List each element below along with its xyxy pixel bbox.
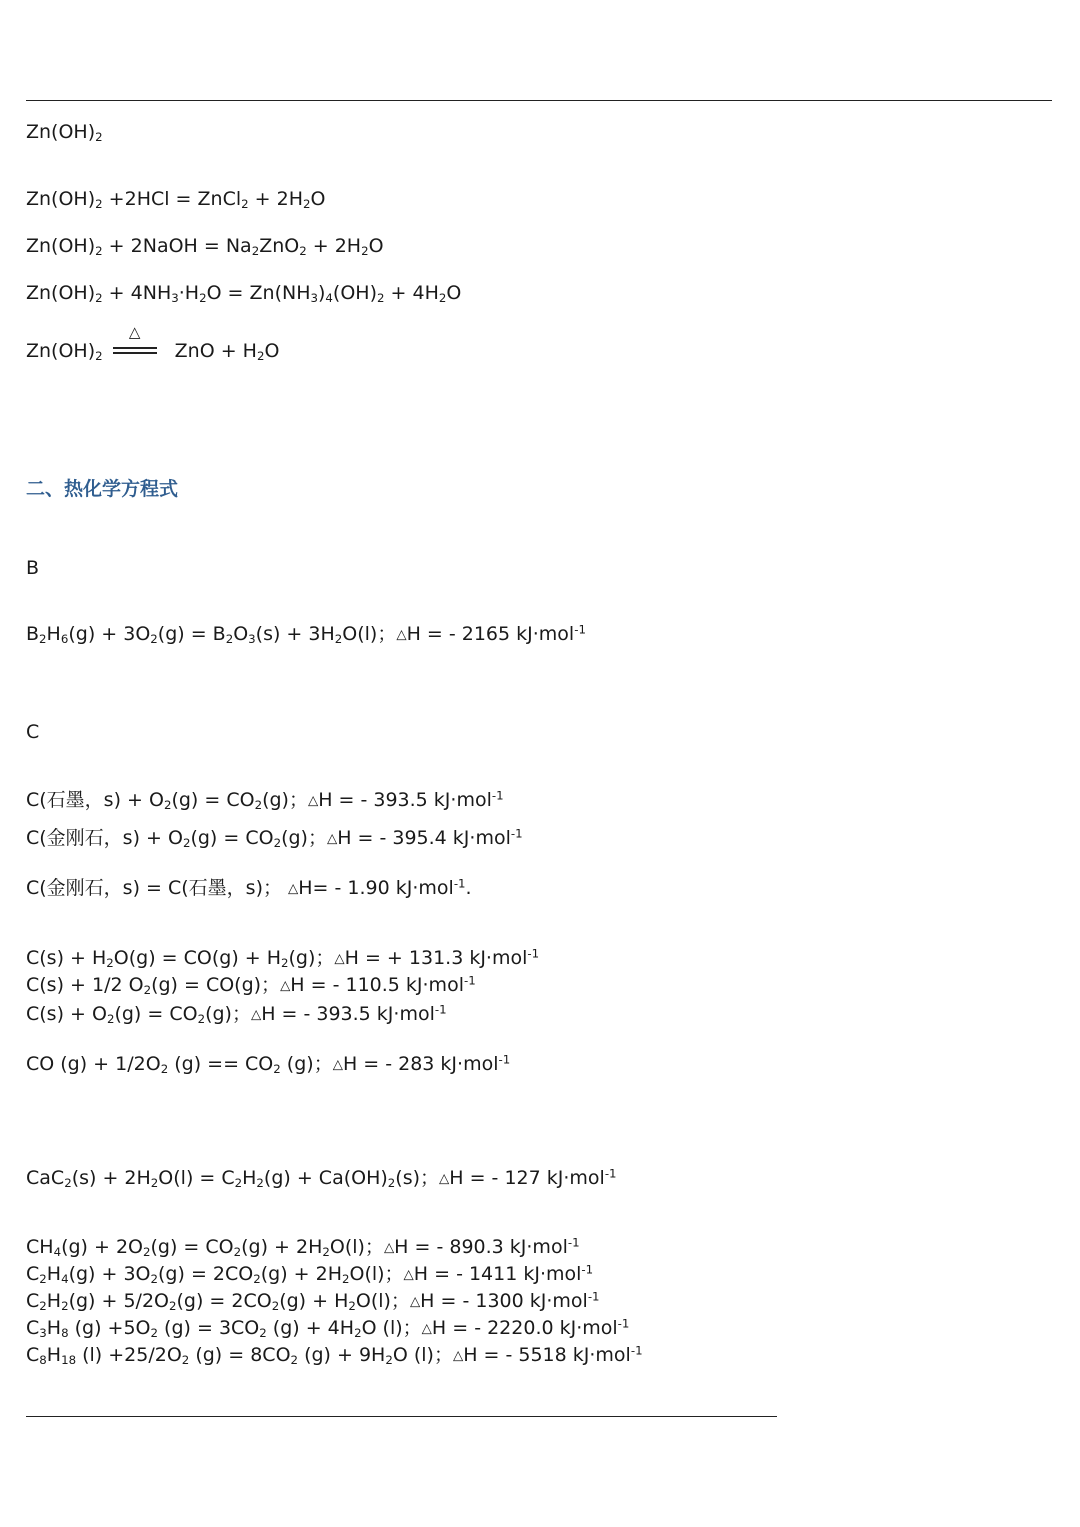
carbon-equation: C(s) + 1/2 $O_2(g) = CO(g)$；△H = - 110.5 kJ·mol$^{-1}$ <box>26 973 476 997</box>
zinc-reaction-2: $Zn(OH)_2$ + 2NaOH = $Na_2ZnO_2 + 2H_2O$ <box>26 235 384 258</box>
carbon-equation: $C_2H_2(g) + 5/2O_2(g) = 2CO_2(g) + H_2O(l)$；△H = - 1300 kJ·mol$^{-1}$ <box>26 1289 600 1313</box>
carbon-equation: $CH_4(g) + 2O_2(g) = CO_2(g) + 2H_2O(l)$；△H = - 890.3 kJ·mol$^{-1}$ <box>26 1235 580 1259</box>
zinc-reaction-1: $Zn(OH)_2 +2HCl$ = ZnCl$_2$ + $2H_2O$ <box>26 188 326 211</box>
decomposition-reactant: $Zn(OH)_2$ <box>26 340 103 363</box>
carbon-equation: CO $(g) + 1/2O_2$ $(g) == CO_2$ (g)；△H = - 283 kJ·mol$^{-1}$ <box>26 1052 511 1076</box>
decomposition-products: ZnO + $H_2O$ <box>174 340 280 363</box>
carbon-equation: C(石墨，$s) + O_2(g) = CO_2(g)$；△H = - 393.5 kJ·mol$^{-1}$ <box>26 788 504 812</box>
section-heading: 二、热化学方程式 <box>26 478 179 500</box>
triangle-icon: △ <box>128 323 141 341</box>
carbon-equation: $C_2H_4(g) + 3O_2(g) = 2CO_2(g) + 2H_2O(l)$；△H = - 1411 kJ·mol$^{-1}$ <box>26 1262 594 1286</box>
carbon-equation: $C(s) + H_2O(g) = CO(g) + H_2(g)$；△H = + 131.3 kJ·mol$^{-1}$ <box>26 946 540 970</box>
carbon-equation: $C_3H_8$ $(g) +5O_2$ $(g) = 3CO_2$ $(g) + 4H_2O$ (l)；△H = - 2220.0 kJ·mol$^{-1}$ <box>26 1316 630 1340</box>
zinc-decomposition <box>26 323 280 363</box>
carbon-label: C <box>26 721 40 743</box>
top-divider <box>26 100 1052 101</box>
boron-equation: $B_2H_6(g) + 3O_2(g) = B_2O_3(s) + 3H_2O(l)$；△H = - 2165 kJ·mol$^{-1}$ <box>26 622 586 646</box>
boron-label: B <box>26 557 40 579</box>
carbon-equation: $C(s) + O_2(g) = CO_2(g)$；△H = - 393.5 kJ·mol$^{-1}$ <box>26 1002 447 1026</box>
zinc-title: $Zn(OH)_2$ <box>26 121 103 144</box>
bottom-divider <box>26 1416 777 1417</box>
carbon-equation: $CaC_2(s) + 2H_2O(l) = C_2H_2(g) + Ca(OH)_2(s)$；△H = - 127 kJ·mol$^{-1}$ <box>26 1166 617 1190</box>
zinc-reaction-3: $Zn(OH)_2 + 4NH_3\cdot H_2O = Zn(NH_3)_4(OH)_2 + 4H_2O$ <box>26 282 462 305</box>
carbon-equation: $C_8H_{18}$ $(l) +25/2O_2$ $(g) = 8CO_2$ $(g) + 9H_2O$ (l)；△H = - 5518 kJ·mol$^{-1}$ <box>26 1343 643 1367</box>
heating-arrow <box>113 323 169 363</box>
carbon-equation: C(金刚石，$s) + O_2(g) = CO_2(g)$；△H = - 395.4 kJ·mol$^{-1}$ <box>26 826 523 850</box>
carbon-equation: C(金刚石，s) = C(石墨，s)； △H= - 1.90 kJ·mol$^{-1}$. <box>26 876 472 899</box>
